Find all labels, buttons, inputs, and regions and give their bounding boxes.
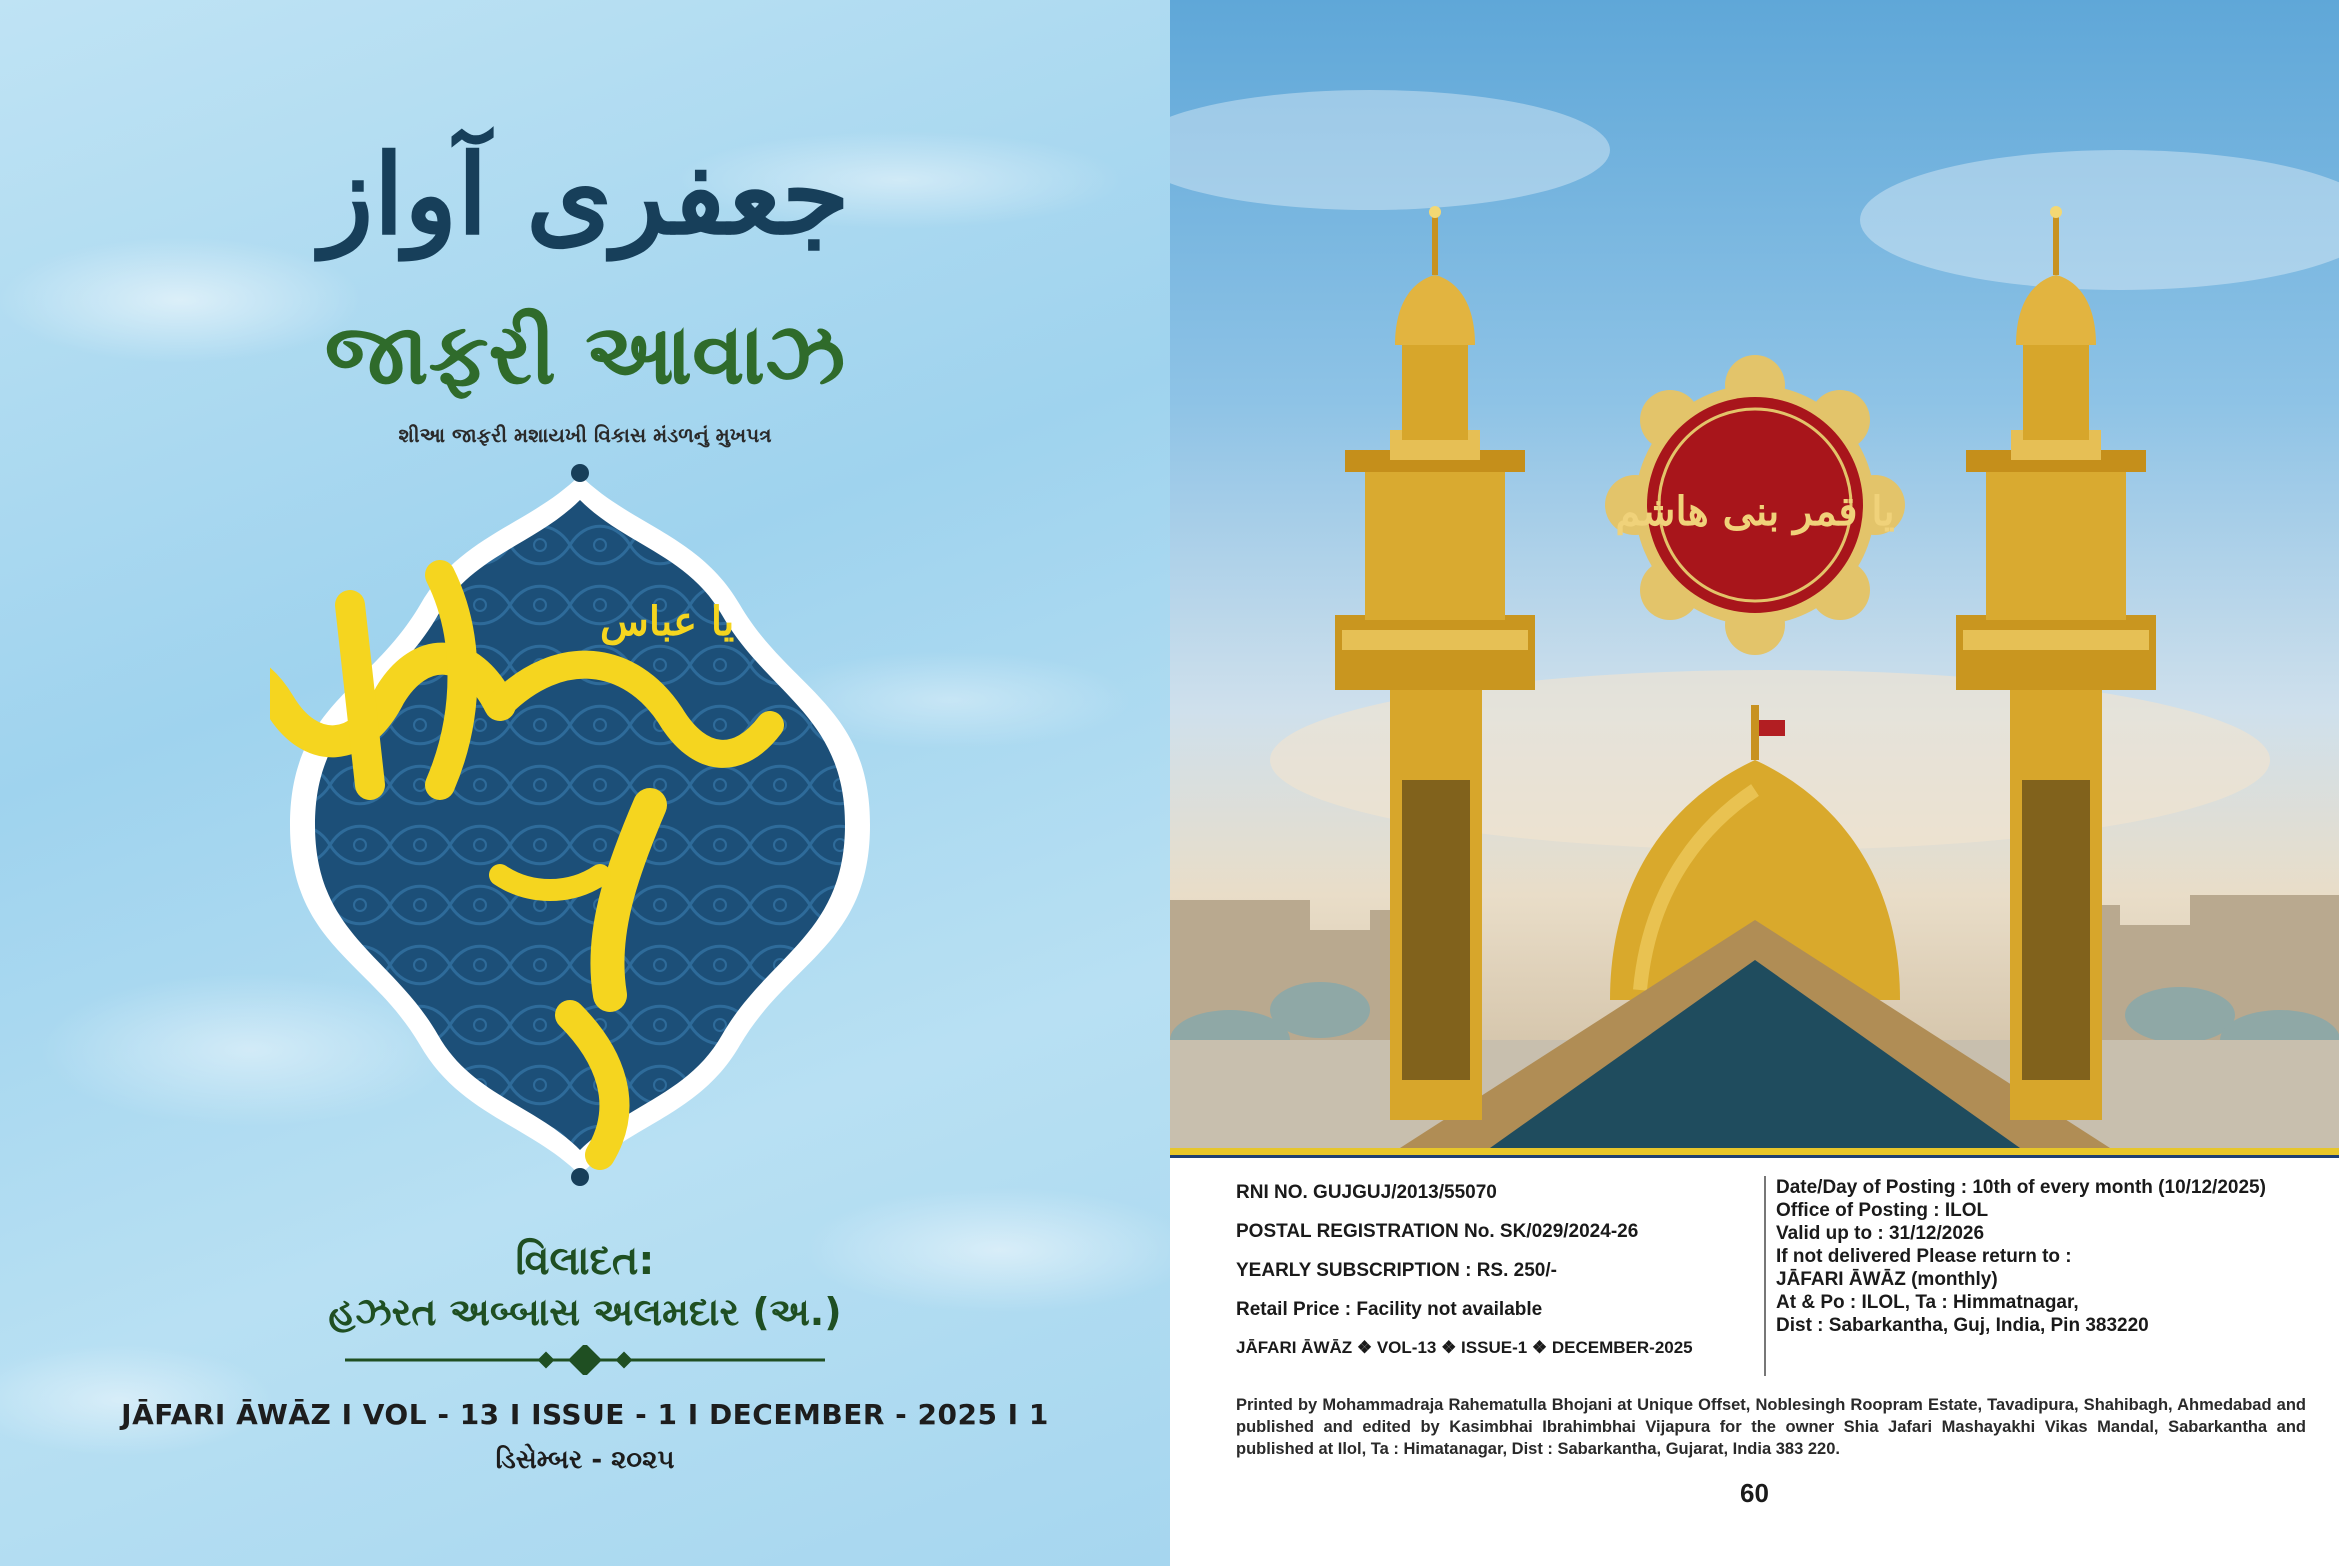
gujarati-masthead: જાફરી આવાઝ (324, 305, 846, 403)
shrine-photo (1170, 0, 2339, 1148)
printer-imprint: Printed by Mohammadraja Rahematulla Bhojani at Unique Offset, Noblesingh Roopram Estate, Tavadipura, Shahibagh, Ahmedabad and published and edited by Kasimbhai Ibrahimbhai Vijapura for the owner Shia Jafari Mashayakhi Vikas Mandal, Sabarkantha and published at Ilol, Ta : Himatanagar, Dist : Sabarkantha, Gujarat, India 383 220. (1236, 1396, 2306, 1458)
posting-info (1776, 1176, 2316, 1337)
posting-office: Office of Posting : ILOL (1776, 1200, 1989, 1221)
gujarati-date: ડિસેમ્બર - ૨૦૨૫ (495, 1445, 675, 1475)
return-name: JĀFARI ĀWĀZ (monthly) (1776, 1269, 1998, 1290)
medallion-text: یا قمر بنی هاشم (1615, 488, 1895, 535)
back-cover (1170, 0, 2339, 1566)
calligraphy-medallion (1605, 355, 1905, 655)
rni-number: RNI NO. GUJGUJ/2013/55070 (1236, 1182, 1497, 1203)
yearly-subscription: YEARLY SUBSCRIPTION : RS. 250/- (1236, 1260, 1557, 1281)
info-separator (1764, 1176, 1766, 1376)
return-address-line1: At & Po : ILOL, Ta : Himmatnagar, (1776, 1292, 2079, 1313)
subtitle-label: વિલાદત: (515, 1238, 655, 1284)
subtitle-name: હઝરત અબ્બાસ અલમદાર (અ.) (328, 1290, 842, 1334)
photo-navy-rule (1170, 1155, 2339, 1158)
postal-registration: POSTAL REGISTRATION No. SK/029/2024-26 (1236, 1221, 1639, 1242)
registration-info (1236, 1182, 1756, 1375)
calligraphy-emblem (270, 455, 890, 1195)
posting-date: Date/Day of Posting : 10th of every month (10/12/2025) (1776, 1177, 2266, 1198)
return-note: If not delivered Please return to : (1776, 1246, 2072, 1267)
page-number: 60 (1740, 1478, 1769, 1508)
ornamental-divider (345, 1345, 825, 1375)
issue-line: JĀFARI ĀWĀZ I VOL - 13 I ISSUE - 1 I DECEMBER - 2025 I 1 (121, 1398, 1049, 1431)
retail-price: Retail Price : Facility not available (1236, 1299, 1543, 1320)
return-address-line2: Dist : Sabarkantha, Guj, India, Pin 383220 (1776, 1315, 2149, 1336)
emblem-calligraphy-text: یا عباس (600, 598, 735, 645)
photo-gold-rule (1170, 1148, 2339, 1155)
masthead-tagline: શીઆ જાફરી મશાયખી વિકાસ મંડળનું મુખપત્ર (398, 423, 772, 447)
issue-reference: JĀFARI ĀWĀZ ❖ VOL-13 ❖ ISSUE-1 ❖ DECEMBER-2025 (1236, 1338, 1693, 1357)
valid-up-to: Valid up to : 31/12/2026 (1776, 1223, 1985, 1244)
urdu-masthead: جعفری آواز (320, 130, 850, 259)
